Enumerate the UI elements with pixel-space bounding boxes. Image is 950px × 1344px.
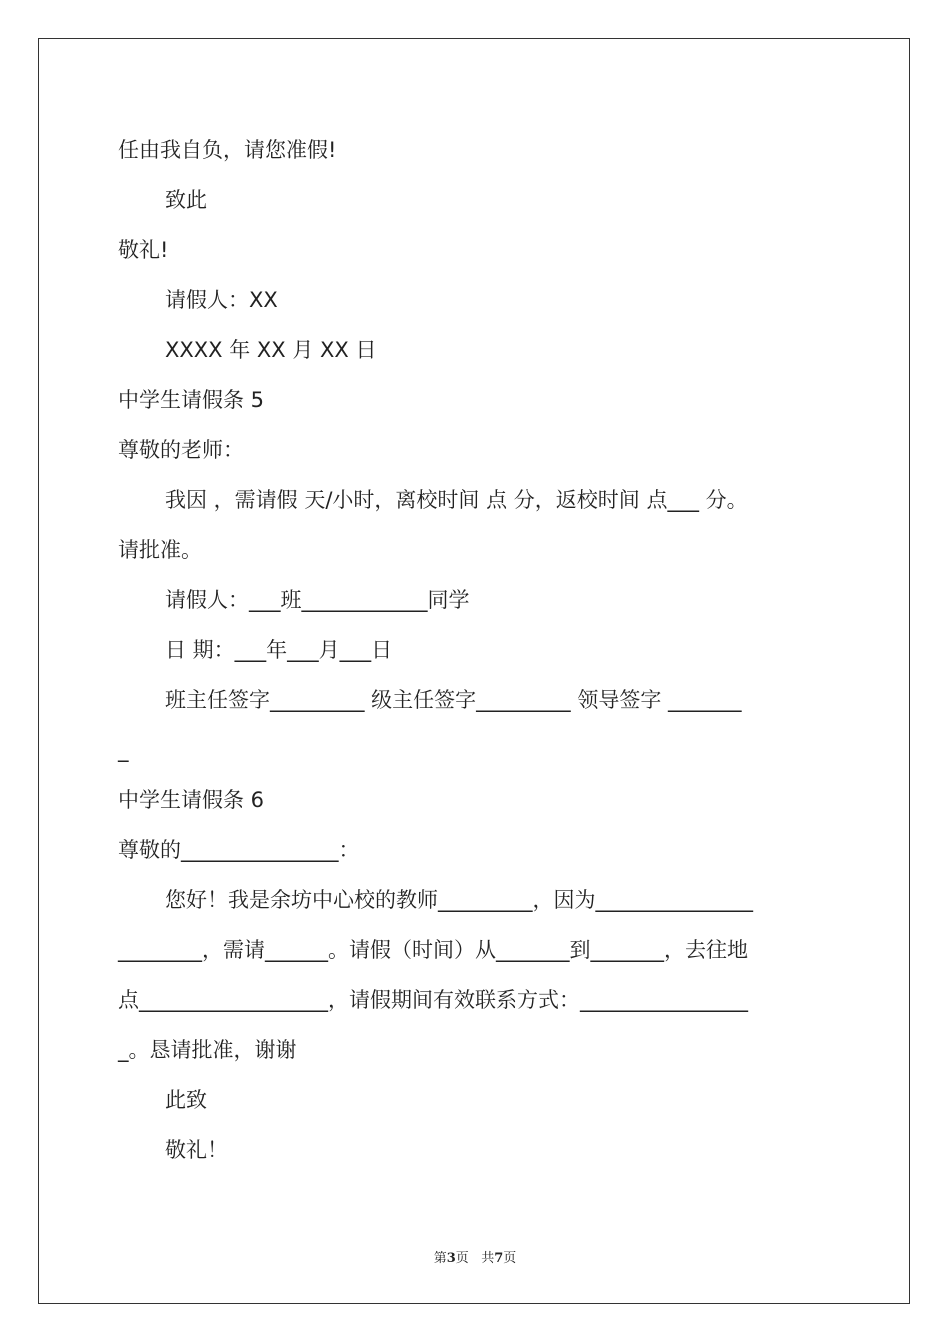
text-line: 尊敬的_______________： (118, 838, 360, 862)
text-line: 点__________________，请假期间有效联系方式：________________ (118, 988, 748, 1012)
text-line: ________，需请______。请假（时间）从_______到_______，去往地 (118, 938, 748, 962)
text-line: 致此 (165, 188, 207, 212)
total-pages: 7 (494, 1251, 504, 1266)
page-border (38, 38, 910, 1304)
text-line: _ (118, 738, 129, 762)
text-line: 敬礼！ (165, 1138, 228, 1162)
text-line: 请批准。 (118, 538, 202, 562)
total-suffix: 页 (503, 1251, 517, 1266)
text-line: 请假人：XX (165, 288, 278, 312)
section-heading: 中学生请假条 6 (118, 788, 265, 812)
page-footer (0, 1247, 950, 1266)
text-line: _。恳请批准，谢谢 (118, 1038, 297, 1062)
text-line: 尊敬的老师： (118, 438, 244, 462)
text-line: 请假人：___班____________同学 (165, 588, 470, 612)
page-number: 3 (446, 1251, 456, 1266)
text-line: 任由我自负，请您准假! (118, 138, 337, 162)
text-line: 您好！我是余坊中心校的教师_________，因为_______________ (165, 888, 753, 912)
text-line: 我因 ，需请假 天/小时，离校时间 点 分，返校时间 点___ 分。 (165, 488, 748, 512)
page-prefix: 第 (433, 1251, 447, 1266)
text-line: 班主任签字_________ 级主任签字_________ 领导签字 _______ (165, 688, 742, 712)
text-line: 敬礼! (118, 238, 169, 262)
page-suffix: 页 (455, 1251, 469, 1266)
text-line: 此致 (165, 1088, 207, 1112)
text-line: XXXX 年 XX 月 XX 日 (165, 338, 377, 362)
total-prefix: 共 (481, 1251, 495, 1266)
section-heading: 中学生请假条 5 (118, 388, 265, 412)
text-line: 日 期：___年___月___日 (165, 638, 393, 662)
